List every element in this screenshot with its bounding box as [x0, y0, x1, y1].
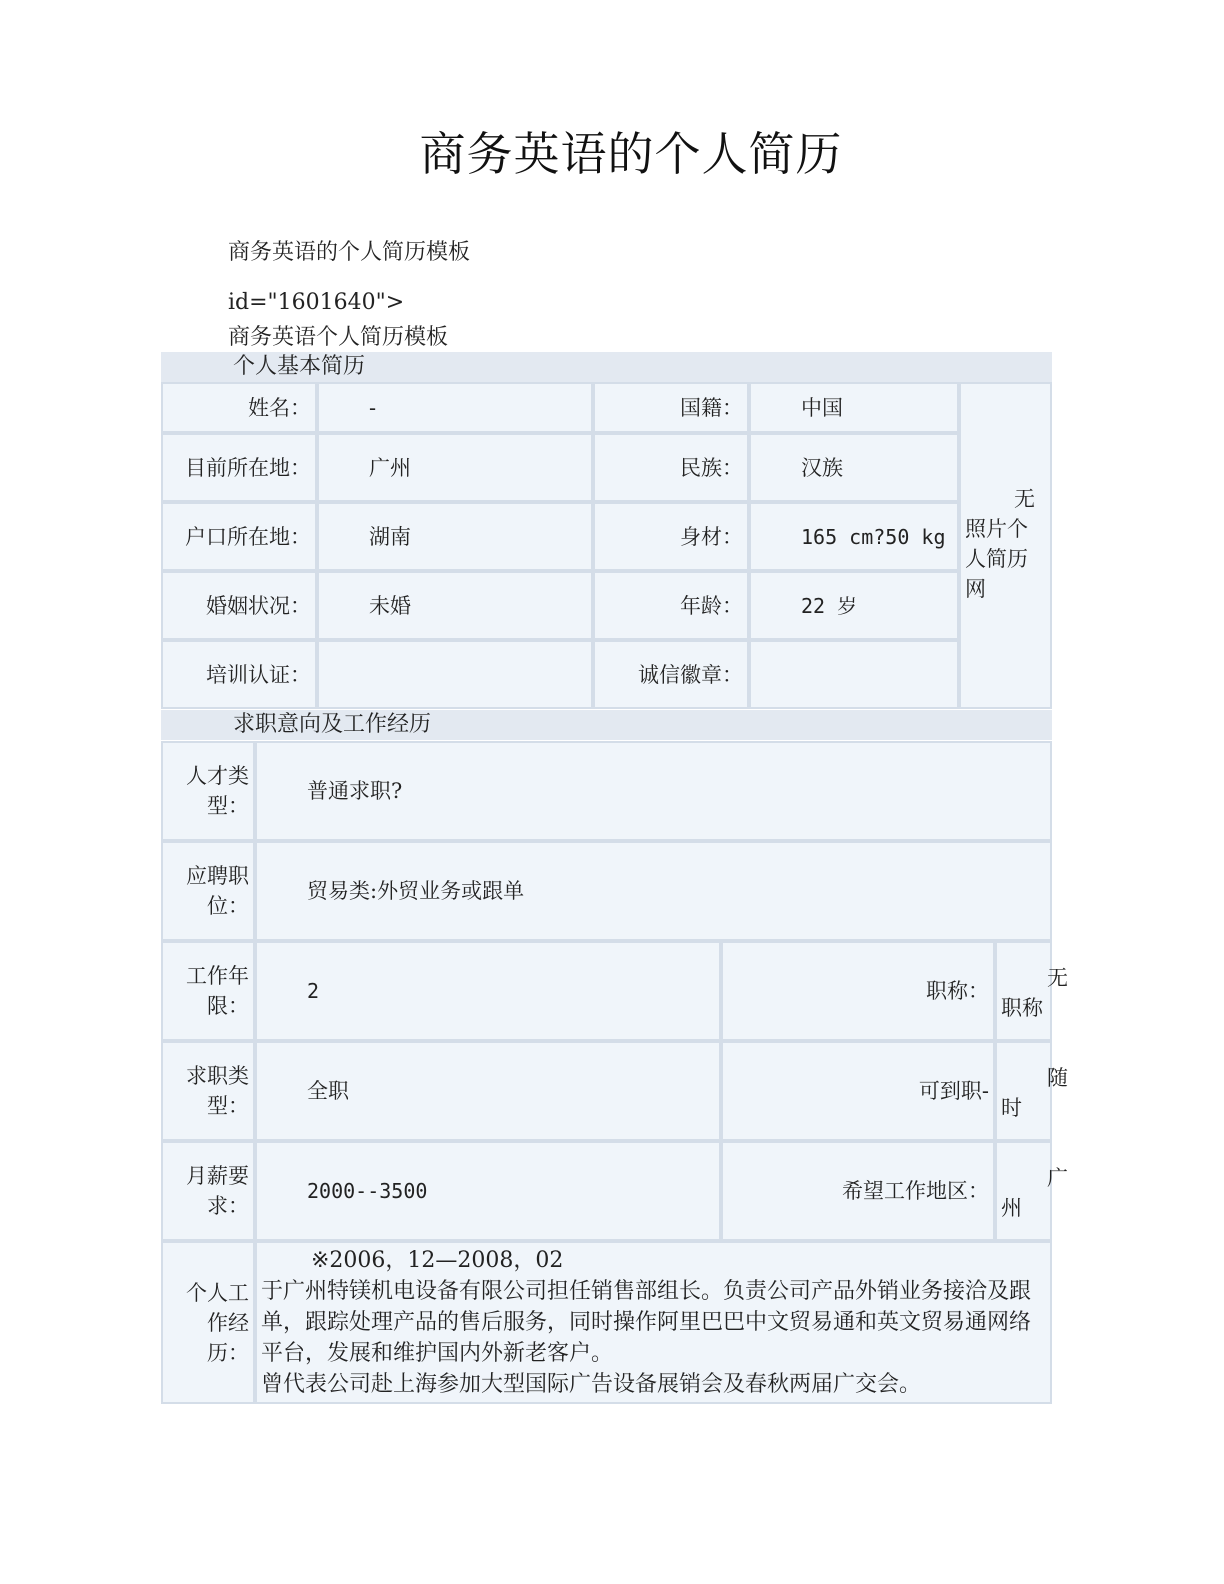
talent-type-label: 人才类型： — [161, 741, 255, 841]
job-type-label: 求职类型： — [161, 1041, 255, 1141]
section-heading-basic: 个人基本简历 — [161, 352, 1052, 382]
intro-line-3: 商务英语个人简历模板 — [228, 325, 449, 350]
table-row — [161, 433, 1052, 502]
name-value: - — [317, 382, 593, 433]
ethnicity-value: 汉族 — [749, 433, 959, 502]
work-years-label: 工作年限： — [161, 941, 255, 1041]
photo-placeholder — [959, 382, 1052, 709]
region-label: 希望工作地区： — [721, 1141, 995, 1241]
experience-extra: 曾代表公司赴上海参加大型国际广告设备展销会及春秋两届广交会。 — [261, 1372, 922, 1397]
basic-info-table — [161, 382, 1052, 709]
training-value — [317, 640, 593, 709]
available-value — [995, 1041, 1068, 1141]
table-row — [161, 1141, 1052, 1241]
photo-none-text: 无 — [1014, 487, 1035, 511]
table-row — [161, 1041, 1052, 1141]
salary-label: 月薪要求： — [161, 1141, 255, 1241]
available-label: 可到职- — [721, 1041, 995, 1141]
location-label: 目前所在地： — [161, 433, 317, 502]
nationality-value: 中国 — [749, 382, 959, 433]
training-label: 培训认证： — [161, 640, 317, 709]
job-title-label: 职称： — [721, 941, 995, 1041]
region-value-b: 州 — [1001, 1196, 1022, 1220]
region-value-a: 广 — [1047, 1166, 1068, 1190]
experience-content — [255, 1241, 1052, 1404]
body-value: 165 cm?50 kg — [749, 502, 959, 571]
experience-label: 个人工作经历： — [161, 1241, 255, 1404]
age-label: 年龄： — [593, 571, 749, 640]
salary-value: 2000--3500 — [255, 1141, 721, 1241]
table-row — [161, 640, 1052, 709]
marital-value: 未婚 — [317, 571, 593, 640]
hukou-value: 湖南 — [317, 502, 593, 571]
job-info-table — [161, 741, 1068, 1404]
section-heading-job: 求职意向及工作经历 — [161, 710, 1052, 740]
table-row — [161, 382, 1052, 433]
nationality-label: 国籍： — [593, 382, 749, 433]
available-value-b: 时 — [1001, 1096, 1022, 1120]
badge-value — [749, 640, 959, 709]
job-title-value-b: 职称 — [1001, 996, 1043, 1020]
position-label: 应聘职位： — [161, 841, 255, 941]
body-label: 身材： — [593, 502, 749, 571]
table-row — [161, 741, 1052, 841]
table-row — [161, 1241, 1052, 1404]
age-value: 22 岁 — [749, 571, 959, 640]
photo-site-text: 照片个人简历网 — [965, 517, 1028, 601]
job-title-value — [995, 941, 1068, 1041]
experience-text: 于广州特镁机电设备有限公司担任销售部组长。负责公司产品外销业务接洽及跟单，跟踪处理产品的售后服务，同时操作阿里巴巴中文贸易通和英文贸易通网络平台，发展和维护国内外新老客户。 — [261, 1279, 1032, 1366]
available-value-a: 随 — [1047, 1066, 1068, 1090]
table-row — [161, 571, 1052, 640]
experience-period: ※2006，12—2008，02 — [311, 1248, 564, 1273]
ethnicity-label: 民族： — [593, 433, 749, 502]
job-title-value-a: 无 — [1047, 966, 1068, 990]
table-row — [161, 841, 1052, 941]
work-years-value: 2 — [255, 941, 721, 1041]
name-label: 姓名： — [161, 382, 317, 433]
hukou-label: 户口所在地： — [161, 502, 317, 571]
talent-type-value: 普通求职? — [255, 741, 1052, 841]
region-value — [995, 1141, 1068, 1241]
position-value: 贸易类:外贸业务或跟单 — [255, 841, 1052, 941]
table-row — [161, 941, 1052, 1041]
marital-label: 婚姻状况： — [161, 571, 317, 640]
intro-line-2: id="1601640"> — [228, 290, 405, 315]
document-title: 商务英语的个人简历 — [419, 127, 843, 181]
badge-label: 诚信徽章： — [593, 640, 749, 709]
job-type-value: 全职 — [255, 1041, 721, 1141]
location-value: 广州 — [317, 433, 593, 502]
table-row — [161, 502, 1052, 571]
intro-line-1: 商务英语的个人简历模板 — [228, 240, 471, 265]
